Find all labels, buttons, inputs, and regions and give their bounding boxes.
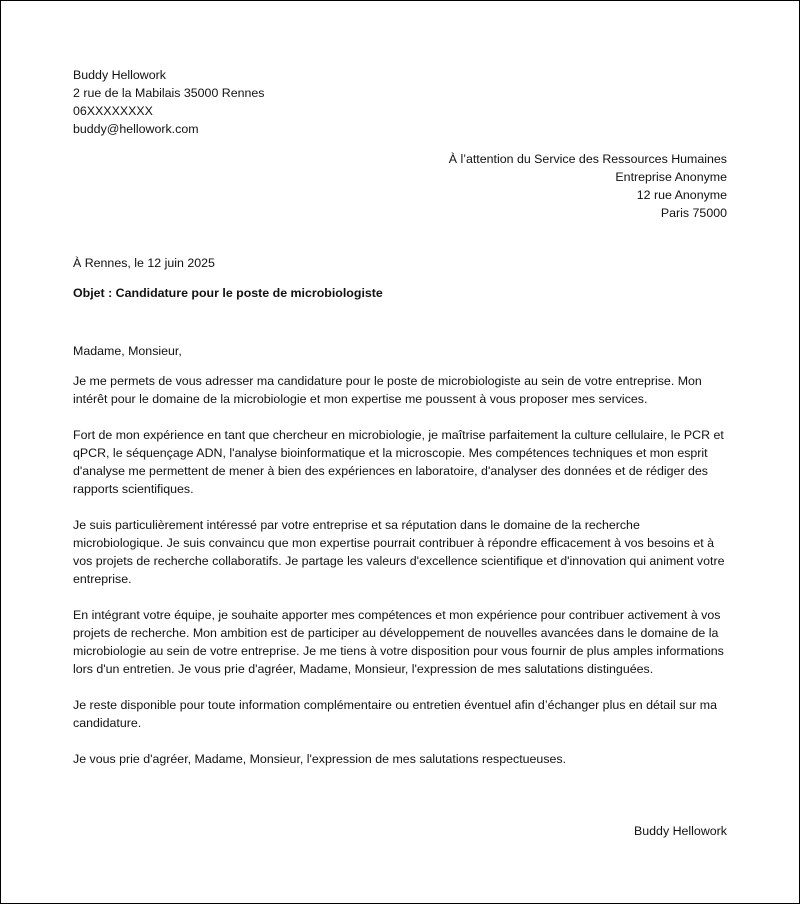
sender-phone: 06XXXXXXXX (73, 104, 153, 118)
sender-address: 2 rue de la Mabilais 35000 Rennes (73, 86, 265, 100)
body-paragraph: Je reste disponible pour toute information complémentaire ou entretien éventuel afin d’échanger plus en détail sur ma candidature. (73, 698, 718, 730)
recipient-attention: À l’attention du Service des Ressources Humaines (448, 152, 727, 166)
closing-paragraph: Je vous prie d'agréer, Madame, Monsieur, l'expression de mes salutations respectueuses. (73, 752, 567, 766)
recipient-street: 12 rue Anonyme (636, 188, 727, 202)
letter-signature: Buddy Hellowork (634, 824, 727, 838)
recipient-company: Entreprise Anonyme (615, 170, 727, 184)
letter-subject: Objet : Candidature pour le poste de microbiologiste (73, 286, 383, 300)
body-paragraph: Fort de mon expérience en tant que chercheur en microbiologie, je maîtrise parfaitement la culture cellulaire, le PCR et qPCR, le séquençage ADN, l'analyse bioinformatique et la microscopie. Mes compétences techniques et mon esprit d'analyse me permettent de mener à bien des expériences en laboratoire, d'analyser des données et de rédiger des rapports scientifiques. (73, 428, 724, 496)
sender-email: buddy@hellowork.com (73, 122, 199, 136)
body-paragraph: Je suis particulièrement intéressé par votre entreprise et sa réputation dans le domaine de la recherche microbiologique. Je suis convaincu que mon expertise pourrait contribuer à répondre efficacement à vos besoins et à vos projets de recherche collaboratifs. Je partage les valeurs d'excellence scientifique et d'innovation qui animent votre entreprise. (73, 518, 725, 586)
body-paragraph: Je me permets de vous adresser ma candidature pour le poste de microbiologiste au sein de votre entreprise. Mon intérêt pour le domaine de la microbiologie et mon expertise me poussent à vous proposer mes services. (73, 374, 702, 406)
body-paragraph: En intégrant votre équipe, je souhaite apporter mes compétences et mon expérience pour contribuer activement à vos projets de recherche. Mon ambition est de participer au développement de nouvelles avancées dans le domaine de la microbiologie au sein de votre entreprise. Je me tiens à votre disposition pour vous fournir de plus amples informations lors d'un entretien. Je vous prie d'agréer, Madame, Monsieur, l'expression de mes salutations distinguées. (73, 608, 724, 676)
letter-date: À Rennes, le 12 juin 2025 (73, 256, 215, 270)
sender-name: Buddy Hellowork (73, 68, 166, 82)
letter-greeting: Madame, Monsieur, (73, 344, 182, 358)
recipient-city: Paris 75000 (660, 206, 727, 220)
letter-body (73, 342, 733, 786)
recipient-block (449, 150, 727, 222)
sender-block (73, 66, 265, 138)
